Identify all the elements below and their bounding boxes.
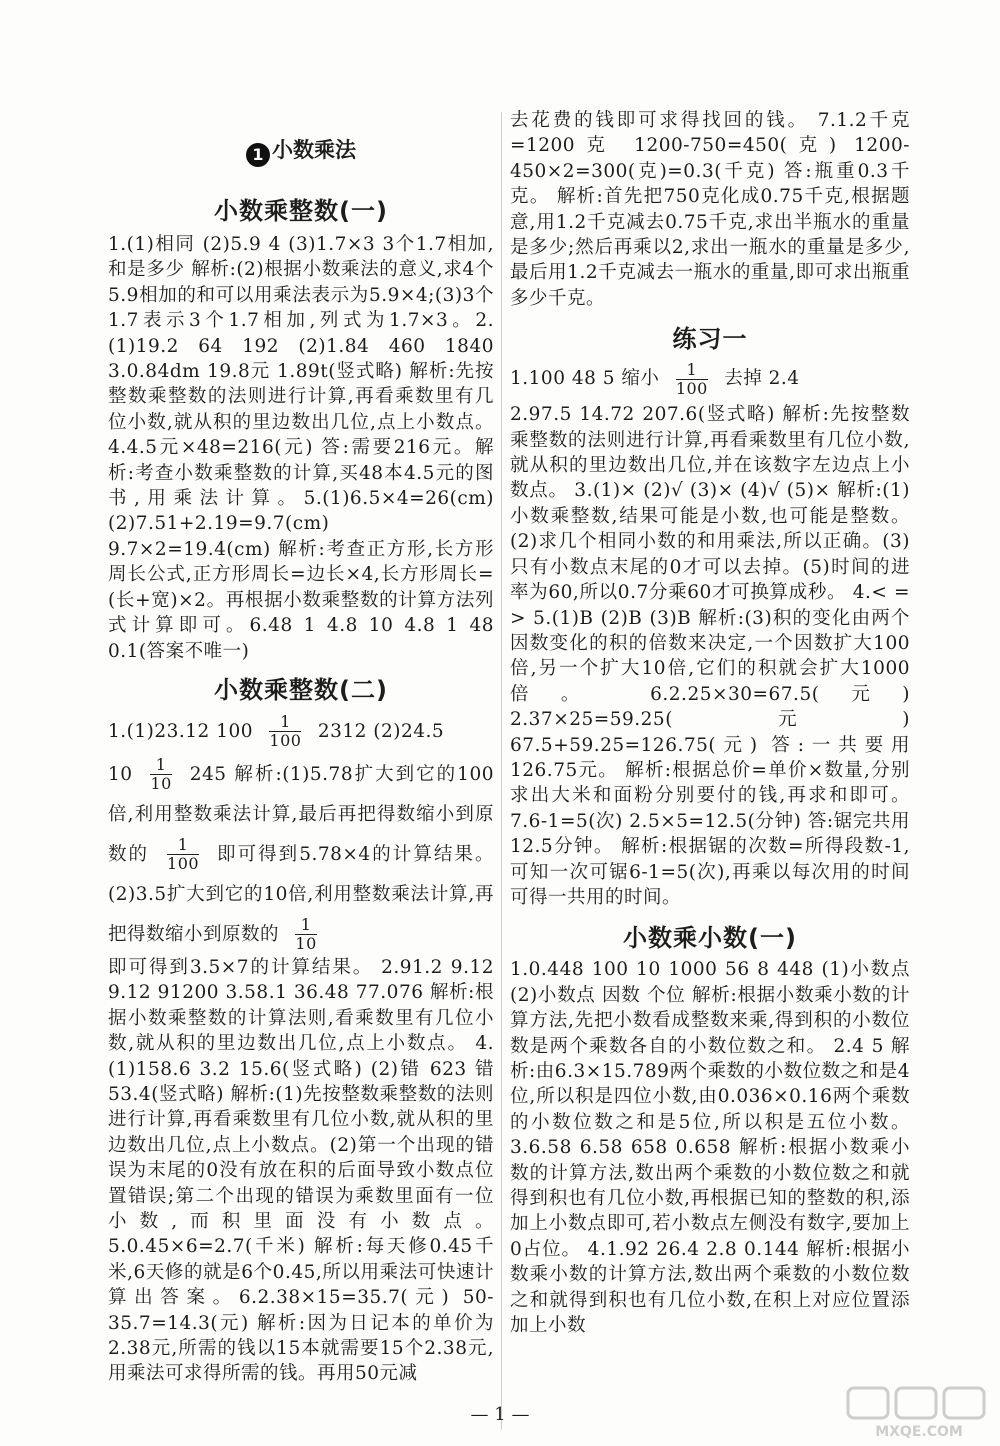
fraction-numerator: 1 [676,361,708,380]
answer-text: 10 [108,763,133,785]
watermark-badge-shape [896,1388,936,1418]
fraction-denominator: 100 [167,854,200,874]
chapter-heading [108,134,494,167]
section-body-line [108,755,494,955]
chapter-title: 小数乘法 [272,138,356,162]
watermark-badge-shape [848,1388,888,1418]
fraction-denominator: 100 [675,378,708,398]
page-number: — 1 — [470,1404,530,1425]
fraction [269,713,301,750]
left-column [108,108,494,1387]
fraction-numerator: 1 [150,756,171,775]
chapter-number-badge: 1 [246,143,270,167]
fraction-denominator: 10 [295,934,317,954]
answer-text: 1.100 48 5 缩小 [510,368,660,390]
watermark-text: MXQE.COM [875,1424,963,1440]
answer-text: 即可得到5.78×4的计算结果。(2)3.5扩大到它的10倍,利用整数乘法计算,再把得数缩小到原数的 [108,843,494,945]
fraction-numerator: 1 [167,836,199,855]
section-body-decimal-times-integer-2 [108,709,494,755]
fraction-numerator: 1 [269,713,301,732]
fraction [676,361,708,398]
right-column [510,108,910,1338]
watermark-badge-shape [944,1388,984,1418]
section-title-decimal-times-decimal-1: 小数乘小数(一) [623,924,797,953]
section-title-decimal-times-integer-1: 小数乘整数(一) [214,197,388,225]
fraction-numerator: 1 [295,916,316,935]
fraction-denominator: 100 [269,731,302,751]
section-body-continued: 即可得到3.5×7的计算结果。 2.91.2 9.12 9.12 91200 3.58.1 36.48 77.076 解析:根据小数乘整数的计算法则,看乘数里有几位小数,就从积的里边数出几位,点上小数点。 4.(1)158.6 3.2 15.6(竖式略) (2)错 623 错 53.4(竖式略) 解析:(1)先按整数乘整数的法则进行计算,再看乘数里有几位小数,就从积的里边数出几位,点上小数点。(2)第一个出现的错误为末尾的0没有放在积的后面导致小数点位置错误;第二个出现的错误为乘数里面有一位小数,而积里面没有小数点。 5.0.45×6=2.7(千米) 解析:每天修0.45千米,6天修的就是6个0.45,所以用乘法可快速计算出答案。6.2.38×15=35.7(元) 50-35.7=14.3(元) 解析:因为日记本的单价为2.38元,所需的钱以15本就需要15个2.38元,用乘法可求得所需的钱。再用50元减 [108,956,494,1385]
fraction-denominator: 10 [150,774,172,794]
answer-text: 去掉 2.4 [724,368,800,390]
section-title-exercise-1: 练习一 [672,325,748,354]
section-body-decimal-times-decimal-1: 1.0.448 100 10 1000 56 8 448 (1)小数点 (2)小数点 因数 个位 解析:根据小数乘小数的计算方法,先把小数看成整数来乘,得到积的小数位数是两个乘数各自的小数位数之和。 2.4 5 解析:由6.3×15.789两个乘数的小数位数之和是4位,所以积是四位小数,由0.036×0.16两个乘数的小数位数之和是5位,所以积是五位小数。3.6.58 6.58 658 0.658 解析:根据小数乘小数的计算方法,数出两个乘数的小数位数之和就得到积也有几位小数,再根据已知的整数的积,添加上小数点即可,若小数点左侧没有数字,要加上0占位。 4.1.92 26.4 2.8 0.144 解析:根据小数乘小数的计算方法,数出两个乘数的小数位数之和就得到积也有几位小数,在积上对应位置添加上小数 [510,959,910,1337]
section-title-decimal-times-integer-2: 小数乘整数(二) [214,675,388,704]
answer-text: 2312 (2)24.5 [317,720,445,742]
fraction [167,836,199,873]
section-body-exercise-1: 2.97.5 14.72 207.6(竖式略) 解析:先按整数乘整数的法则进行计算,再看乘数里有几位小数,就从积的里边数出几位,并在该数字左边点上小数点。 3.(1)× (2)√ (3)× (4)√ (5)× 解析:(1)小数乘整数,结果可能是小数,也可能是整数。(2)求几个相同小数的和用乘法,所以正确。(3)只有小数点末尾的0才可以去掉。(5)时间的进率为60,所以0.7分乘60才可换算成秒。 4.< = > 5.(1)B (2)B (3)B 解析:(3)积的变化由两个因数变化的积的倍数来决定,一个因数扩大100倍,另一个扩大10倍,它们的积就会扩大1000倍。 6.2.25×30=67.5(元) 2.37×25=59.25(元) 67.5+59.25=126.75(元) 答:一共要用126.75元。 解析:根据总价=单价×数量,分别求出大米和面粉分别要付的钱,再求和即可。 7.6-1=5(次) 2.5×5=12.5(分钟) 答:锯完共用12.5分钟。 解析:根据锯的次数=所得段数-1,可知一次可锯6-1=5(次),再乘以每次用的时间可得一共用的时间。 [510,404,910,908]
fraction [295,916,316,953]
answer-text: 1.(1)23.12 100 [108,720,254,742]
fraction [150,756,171,793]
column-divider [501,112,502,1430]
answer-text: 245 解析:(1)5.78扩大到它的100倍,利用整数乘法计算,最后再把得数缩小到原数的 [108,763,494,865]
section-body-decimal-times-integer-1: 1.(1)相同 (2)5.9 4 (3)1.7×3 3个1.7相加,和是多少 解析:(2)根据小数乘法的意义,求4个5.9相加的和可以用乘法表示为5.9×4;(3)3个1.7表示3个1.7相加,列式为1.7×3。2.(1)19.2 64 192 (2)1.84 460 1840 3.0.84dm 19.8元 1.89t(竖式略) 解析:先按整数乘整数的法则进行计算,再看乘数里有几位小数,就从积的里边数出几位,点上小数点。4.4.5元×48=216(元) 答:需要216元。解析:考查小数乘整数的计算,买48本4.5元的图书,用乘法计算。5.(1)6.5×4=26(cm) (2)7.51+2.19=9.7(cm) 9.7×2=19.4(cm) 解析:考查正方形,长方形周长公式,正方形周长=边长×4,长方形周长=(长+宽)×2。再根据小数乘整数的计算方法列式计算即可。6.48 1 4.8 10 4.8 1 48 0.1(答案不唯一) [108,234,494,662]
continued-answer-text: 去花费的钱即可求得找回的钱。 7.1.2千克=1200克 1200-750=450(克) 1200-450×2=300(克)=0.3(千克) 答:瓶重0.3千克。 解析:首先把750克化成0.75千克,根据题意,用1.2千克减去0.75千克,求出半瓶水的重量是多少;然后再乘以2,求出一瓶水的重量是多少,最后用1.2千克减去一瓶水的重量,即可求出瓶重多少千克。 [510,110,910,309]
exercise-1-line-1 [510,356,910,402]
watermark-logo [844,1384,994,1440]
